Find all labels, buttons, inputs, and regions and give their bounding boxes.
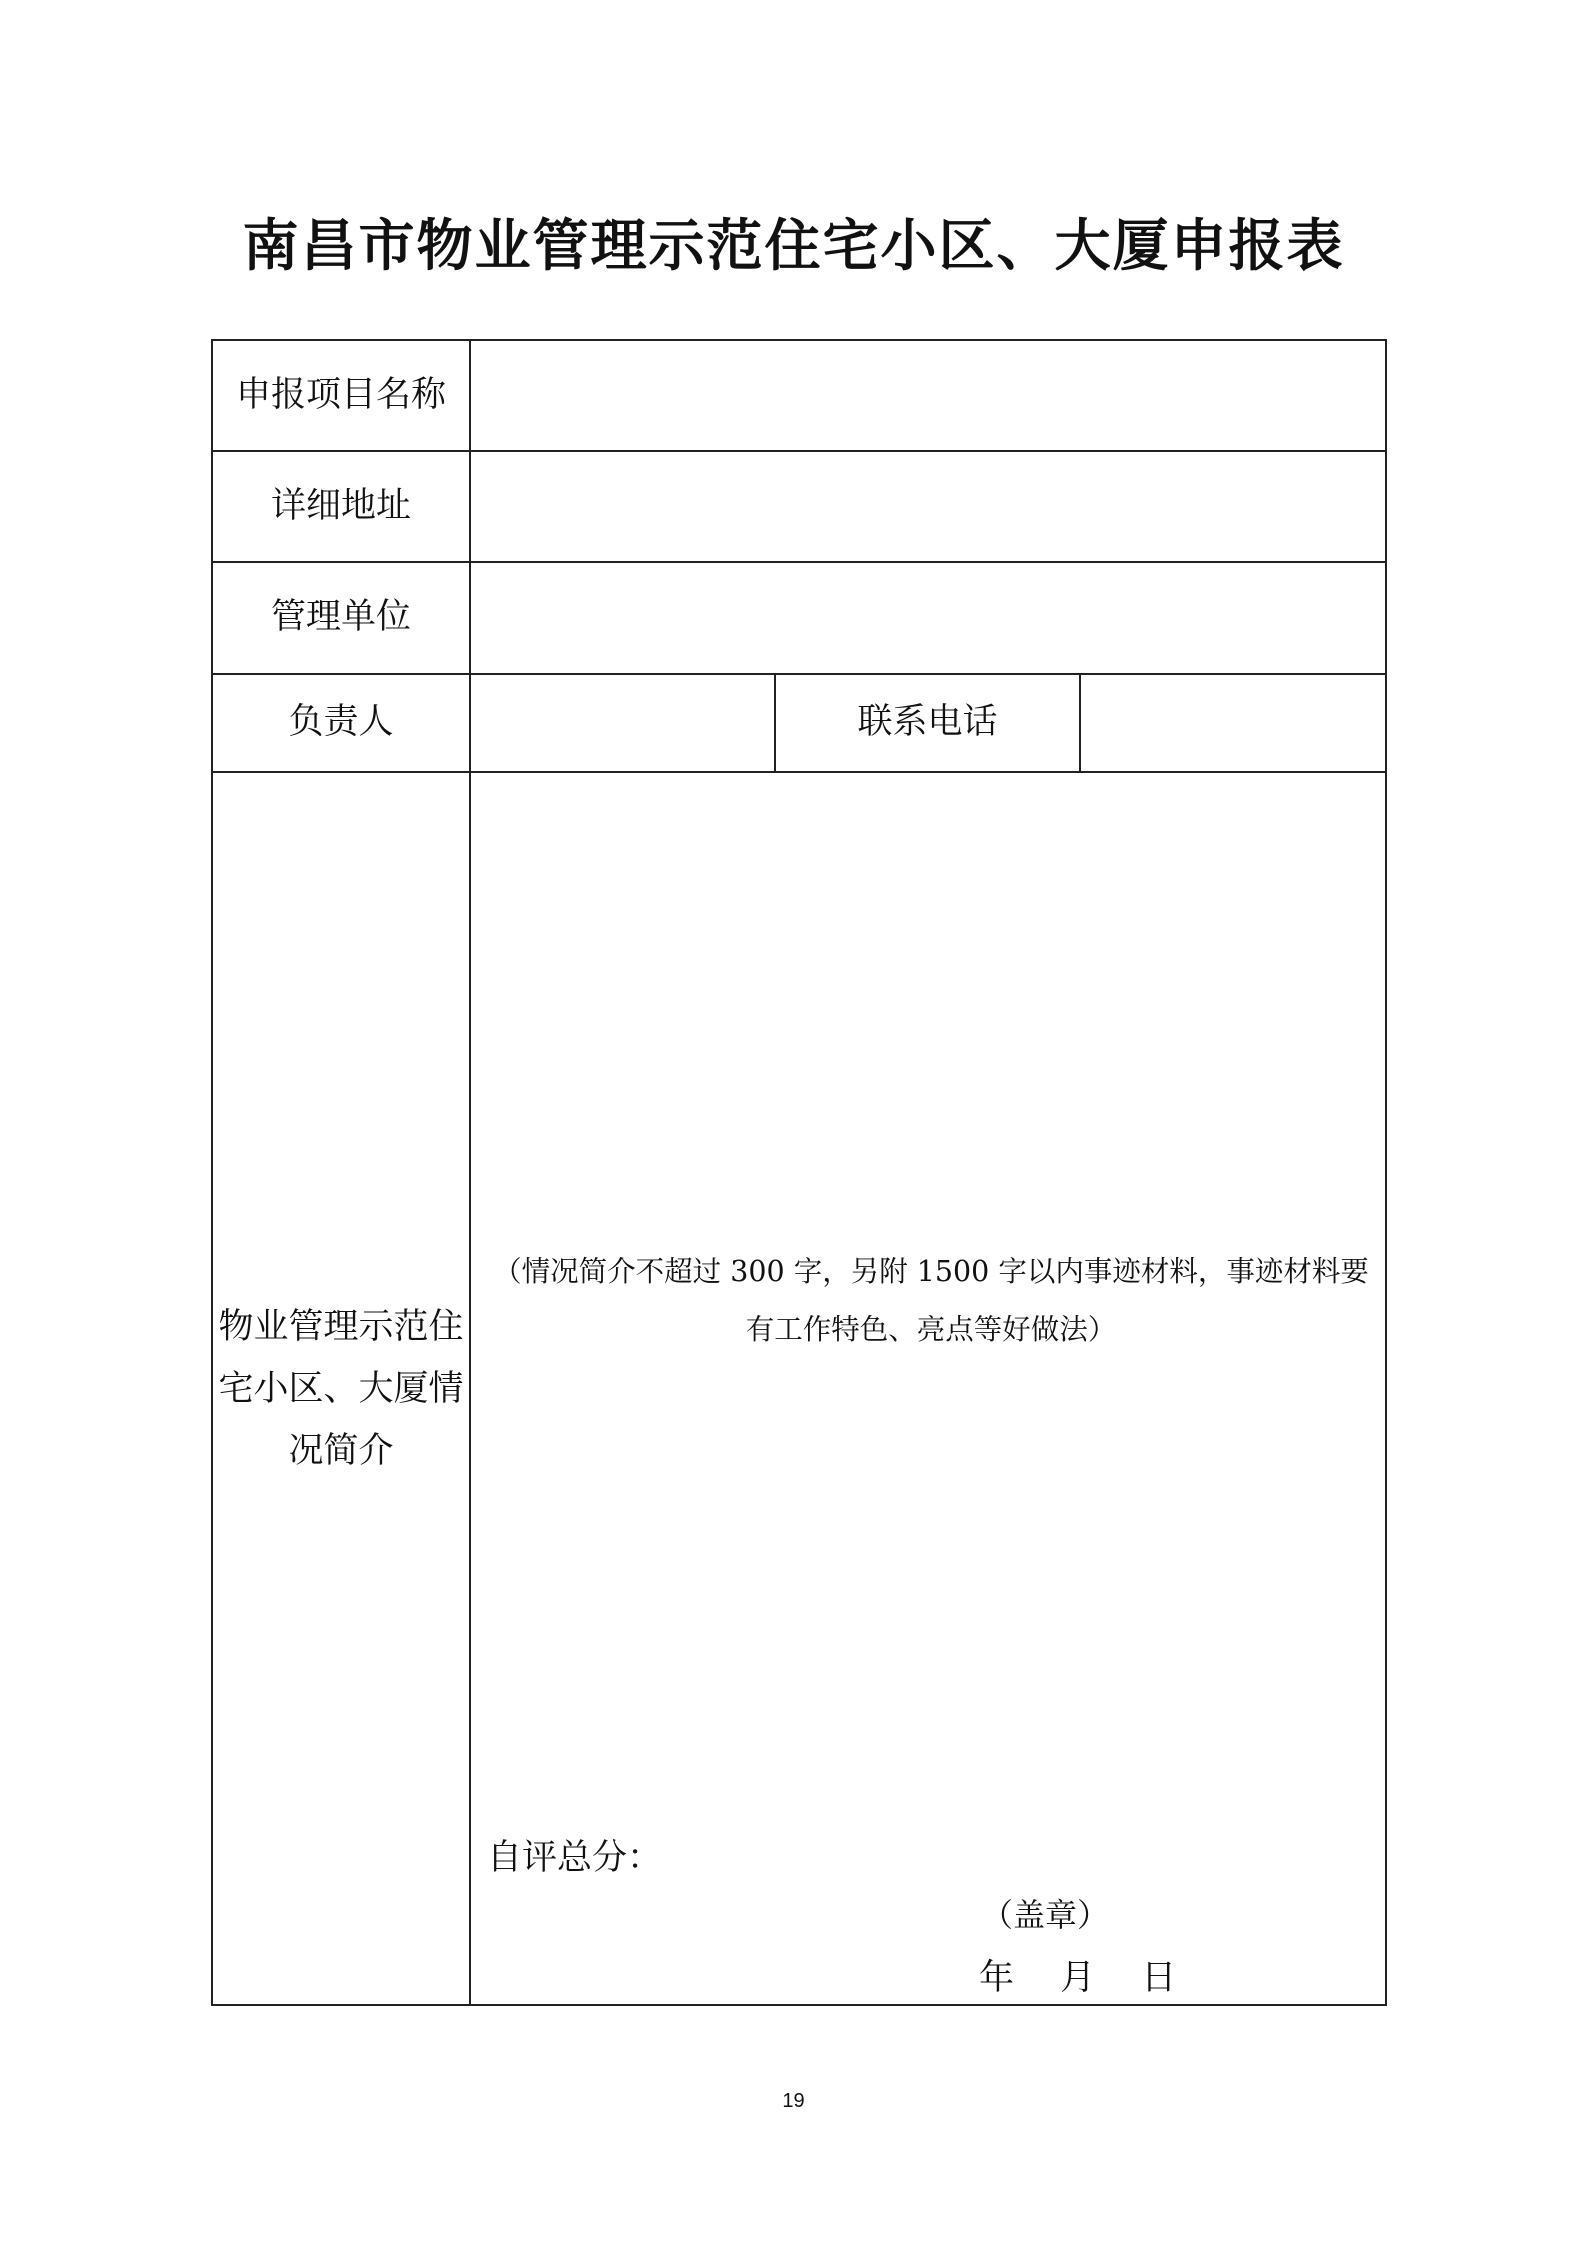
row-description (212, 772, 1386, 2005)
page-title: 南昌市物业管理示范住宅小区、大厦申报表 (242, 214, 1345, 279)
project-name-label: 申报项目名称 (212, 340, 470, 451)
seal-label: （盖章） (981, 1896, 1110, 1934)
row-address (212, 451, 1386, 562)
application-form-table (211, 339, 1387, 2006)
phone-label: 联系电话 (775, 674, 1080, 772)
self-score-label: 自评总分： (487, 1838, 663, 1878)
management-unit-field[interactable] (470, 562, 1386, 674)
address-field[interactable] (470, 451, 1386, 562)
row-contact (212, 674, 1386, 772)
management-unit-label: 管理单位 (212, 562, 470, 674)
row-management-unit (212, 562, 1386, 674)
person-in-charge-field[interactable] (470, 674, 775, 772)
project-name-field[interactable] (470, 340, 1386, 451)
page-number: 19 (782, 2090, 805, 2112)
row-project-name (212, 340, 1386, 451)
description-field[interactable] (470, 772, 1386, 2005)
phone-field[interactable] (1080, 674, 1386, 772)
address-label: 详细地址 (212, 451, 470, 562)
description-note: （情况简介不超过 300 字，另附 1500 字以内事迹材料，事迹材料要有工作特色、亮点等好做法） (493, 1255, 1369, 1346)
person-in-charge-label: 负责人 (212, 674, 470, 772)
date-label: 年 月 日 (979, 1958, 1177, 1998)
description-label: 物业管理示范住宅小区、大厦情况简介 (212, 772, 470, 2005)
